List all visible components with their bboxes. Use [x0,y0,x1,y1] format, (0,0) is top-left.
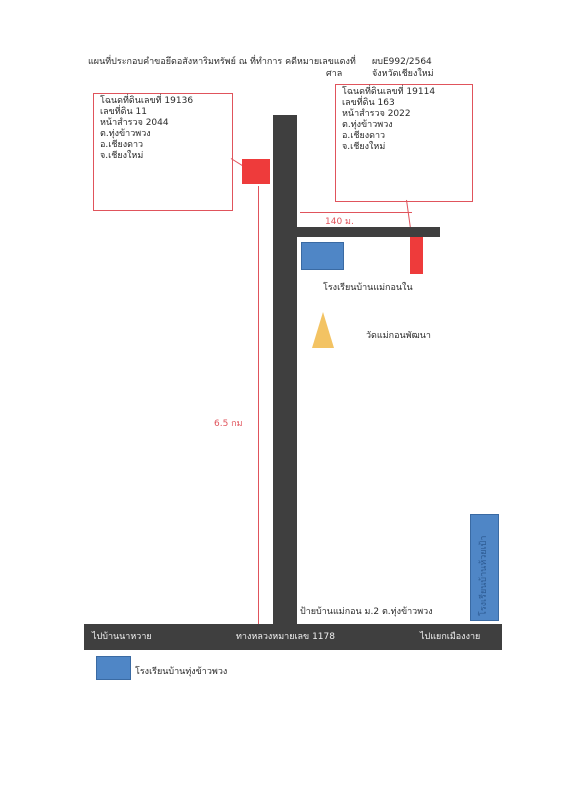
main-vertical-road [273,115,297,625]
plot-info-line: ต.ทุ่งข้าวพวง [100,129,151,139]
to-mueangngai-label: ไปแยกเมืองงาย [420,632,481,642]
court-label: ศาล [326,69,343,79]
temple-label: วัดแม่กอนพัฒนา [366,331,431,341]
case-number: ผบE992/2564 [372,57,432,67]
school-huai-pao-label: โรงเรียนบ้านห้วยเป้า [479,535,489,616]
plot-info-line: ต.ทุ่งข้าวพวง [342,120,393,130]
plot-info-line: เลขที่ดิน 163 [342,98,395,108]
plot-info-line: หน้าสำรวจ 2044 [100,118,169,128]
plot-info-line: อ.เชียงดาว [342,131,386,141]
to-nawai-label: ไปบ้านนาหวาย [92,632,152,642]
plot-info-line: โฉนดที่ดินเลขที่ 19136 [100,96,194,106]
distance-140-line [300,212,412,213]
distance-140-label: 140 ม. [325,217,354,227]
plot-info-box-19136 [93,93,233,211]
sign-maekon-label: ป้ายบ้านแม่กอน ม.2 ต.ทุ่งข้าวพวง [300,607,433,617]
plot-info-line: หน้าสำรวจ 2022 [342,109,411,119]
legend-school-label: โรงเรียนบ้านทุ่งข้าวพวง [135,667,228,677]
distance-6-5-line [258,186,259,624]
plot-info-line: โฉนดที่ดินเลขที่ 19114 [342,87,436,97]
legend-school-icon [96,656,131,680]
plot-info-box-19114 [335,84,473,202]
plot-info-line: จ.เชียงใหม่ [342,142,386,152]
plot-info-line: เลขที่ดิน 11 [100,107,147,117]
plot-19136 [242,159,270,184]
highway-label: ทางหลวงหมายเลข 1178 [236,632,335,642]
map-title: แผนที่ประกอบคำขอยึดอสังหาริมทรัพย์ ณ ที่ทำการ คดีหมายเลขแดงที่ [88,57,356,67]
school-maekon-nai-icon [301,242,344,270]
plot-info-line: อ.เชียงดาว [100,140,144,150]
court-name: จังหวัดเชียงใหม่ [372,69,434,79]
temple-icon [312,312,334,348]
plot-info-line: จ.เชียงใหม่ [100,151,144,161]
plot-19114 [410,237,423,274]
distance-6-5-label: 6.5 กม [214,419,243,429]
school-maekon-nai-label: โรงเรียนบ้านแม่กอนใน [323,283,413,293]
side-road-east [297,227,440,237]
